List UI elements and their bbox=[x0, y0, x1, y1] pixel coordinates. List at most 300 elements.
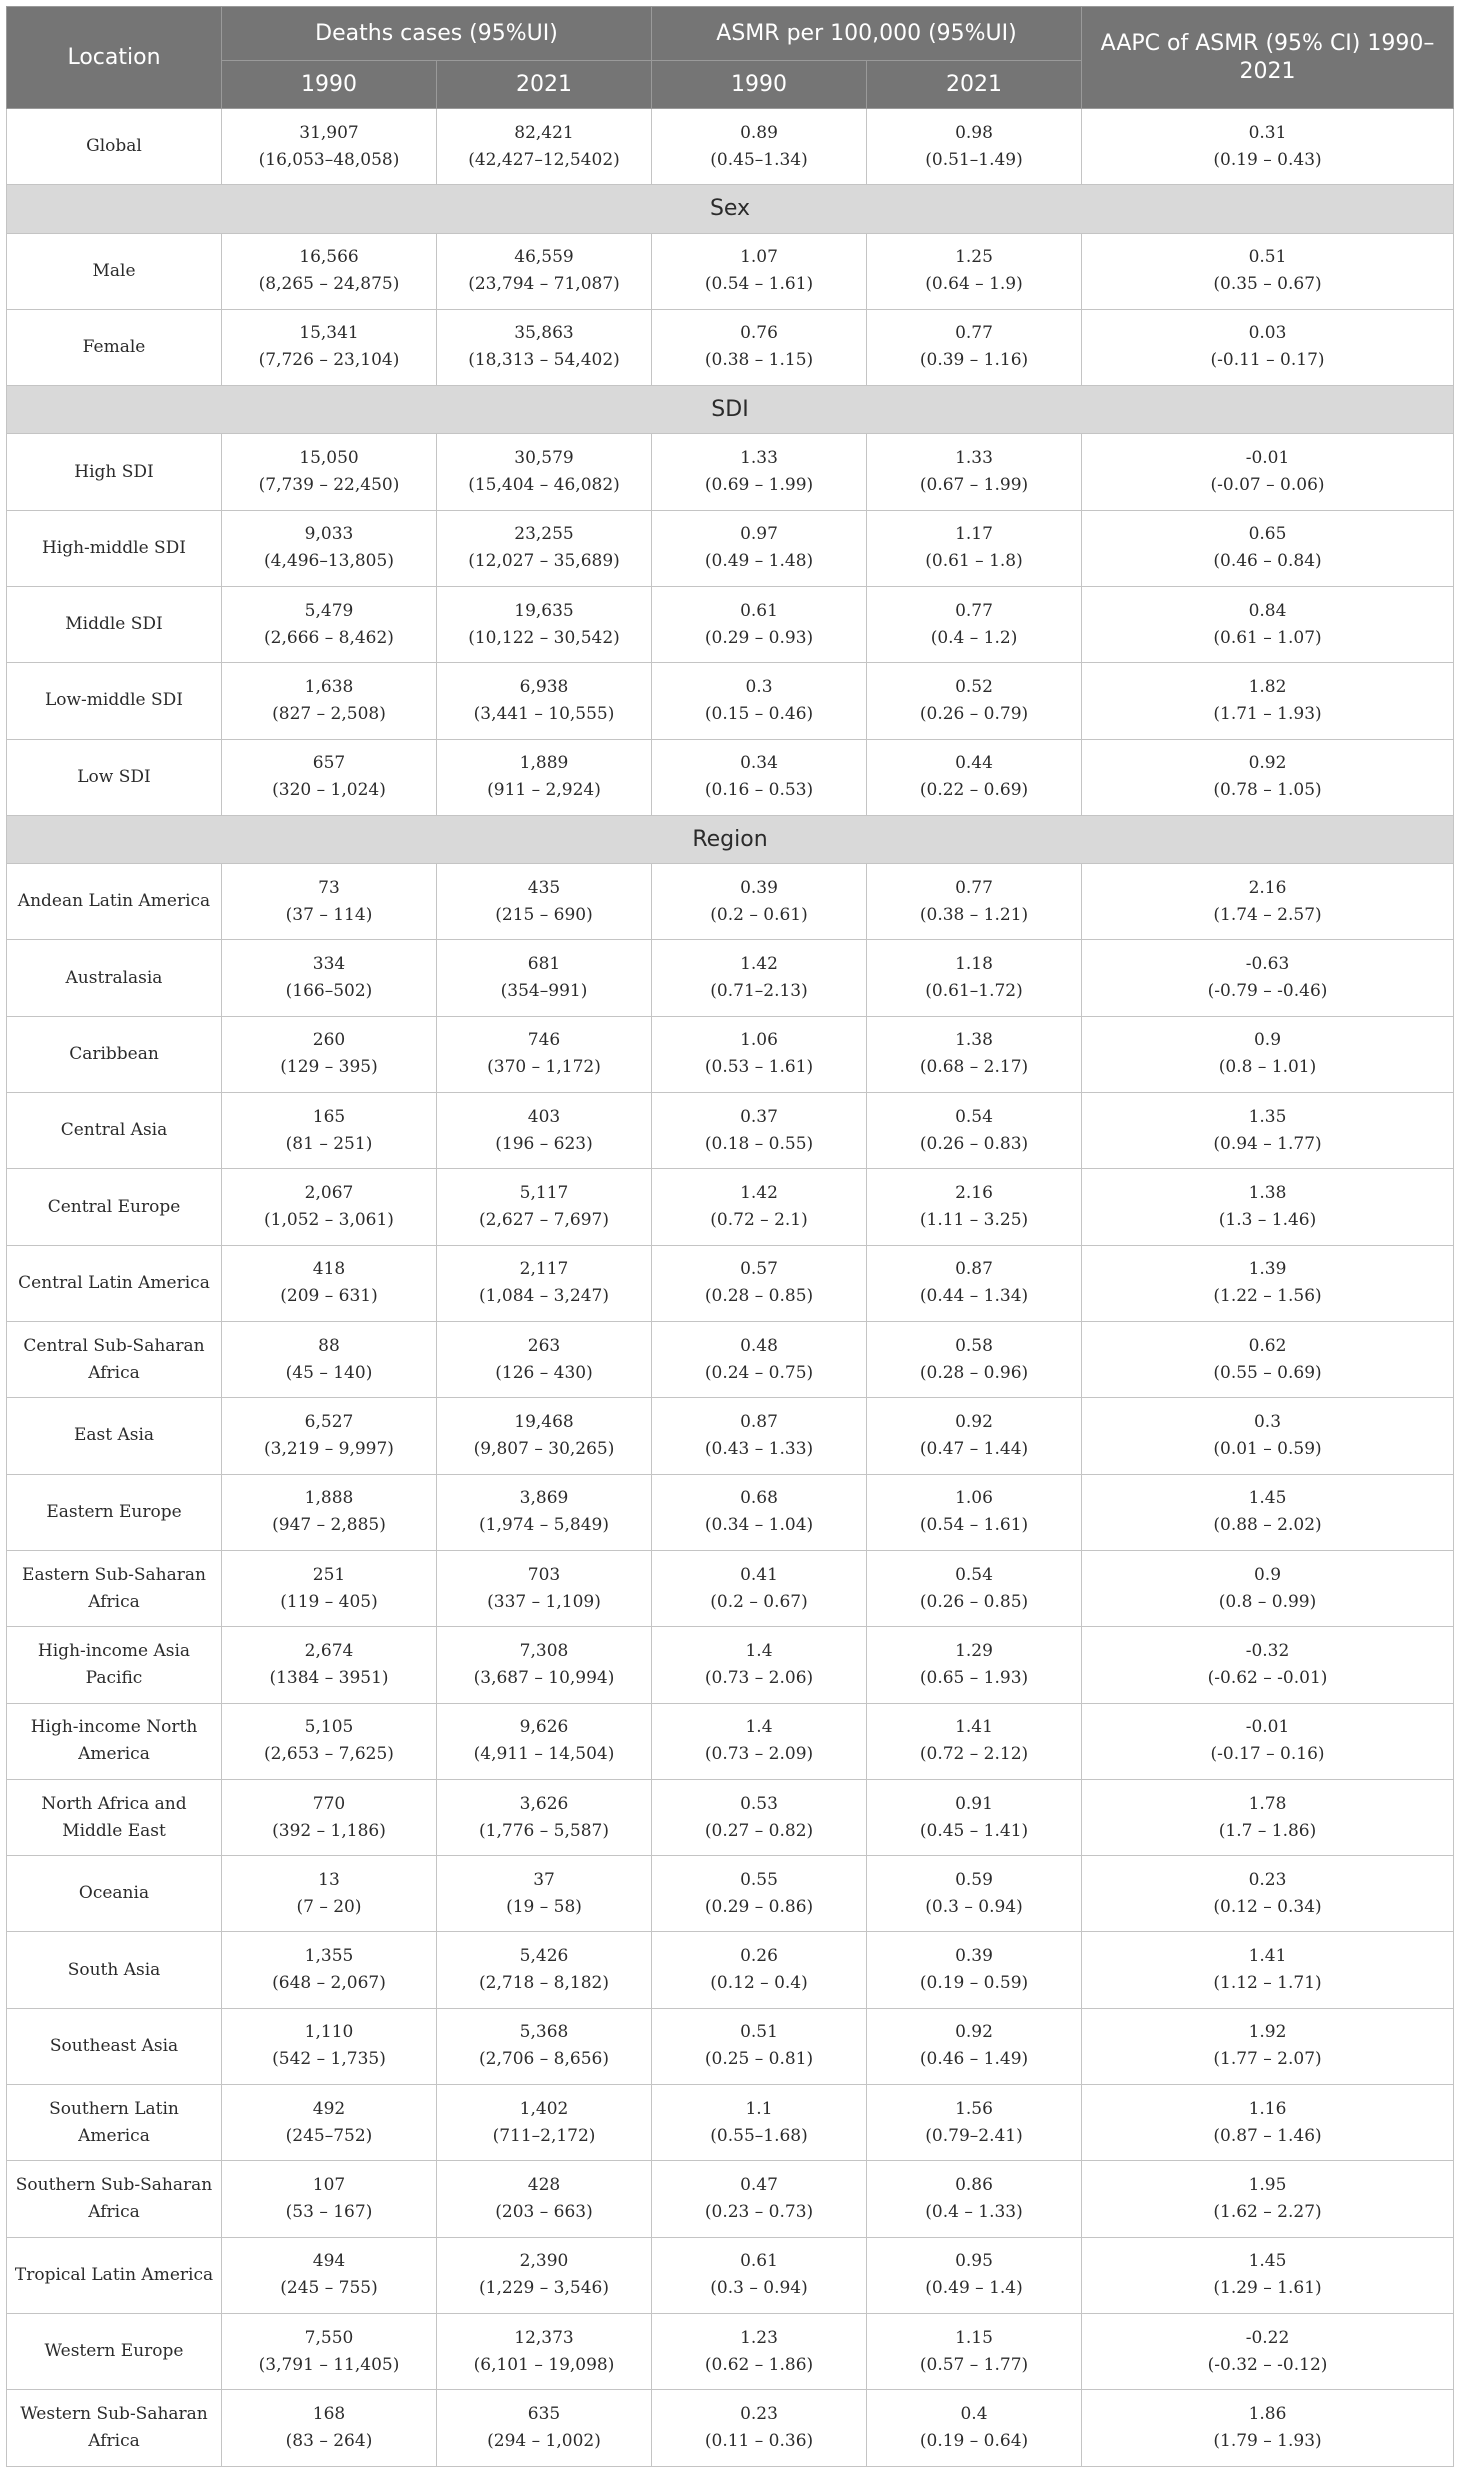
deaths-2021-cell bbox=[437, 1474, 652, 1550]
cell-value: 0.91 bbox=[955, 1793, 993, 1814]
cell-interval: (6,101 – 19,098) bbox=[473, 2354, 615, 2375]
deaths-1990-cell bbox=[222, 309, 437, 385]
cell-value: 1.29 bbox=[955, 1640, 993, 1661]
cell-value: 5,105 bbox=[304, 1717, 354, 1738]
location-cell: Caribbean bbox=[7, 1016, 222, 1092]
deaths-2021-cell bbox=[437, 1779, 652, 1855]
table-row bbox=[7, 1093, 1454, 1169]
cell-interval: (0.55–1.68) bbox=[710, 2125, 808, 2146]
deaths-2021-cell bbox=[437, 1093, 652, 1169]
cell-interval: (0.69 – 1.99) bbox=[704, 475, 814, 495]
cell-interval: (1.79 – 1.93) bbox=[1213, 2431, 1322, 2452]
cell-interval: (0.44 – 1.34) bbox=[919, 1286, 1029, 1307]
cell-value: 168 bbox=[312, 2404, 346, 2425]
cell-interval: (0.71–2.13) bbox=[710, 981, 808, 1002]
cell-interval: (0.27 – 0.82) bbox=[704, 1820, 814, 1841]
table-row bbox=[7, 1016, 1454, 1092]
asmr-1990-cell bbox=[652, 233, 867, 309]
cell-interval: (2,627 – 7,697) bbox=[479, 1210, 609, 1231]
asmr-1990-cell bbox=[652, 1550, 867, 1626]
aapc-cell bbox=[1082, 586, 1454, 662]
cell-value: 73 bbox=[318, 877, 340, 898]
cell-value: 1.1 bbox=[745, 2098, 773, 2119]
cell-value: 770 bbox=[312, 1793, 346, 1814]
cell-value: 1.56 bbox=[955, 2098, 993, 2119]
cell-value: 6,938 bbox=[519, 676, 569, 697]
cell-value: 263 bbox=[527, 1335, 561, 1356]
deaths-1990-cell bbox=[222, 663, 437, 739]
cell-value: 0.53 bbox=[740, 1793, 778, 1814]
location-cell: Southern Latin America bbox=[7, 2085, 222, 2161]
cell-interval: (1,974 – 5,849) bbox=[479, 1515, 609, 1536]
cell-interval: (2,666 – 8,462) bbox=[264, 627, 394, 648]
cell-value: 7,308 bbox=[519, 1640, 569, 1661]
deaths-2021-cell bbox=[437, 1932, 652, 2008]
asmr-2021-cell bbox=[867, 1932, 1082, 2008]
cell-interval: (1.74 – 2.57) bbox=[1213, 904, 1322, 925]
asmr-1990-cell bbox=[652, 309, 867, 385]
cell-value: 1,355 bbox=[304, 1946, 354, 1967]
table-row bbox=[7, 2085, 1454, 2161]
cell-value: 1.45 bbox=[1248, 1488, 1287, 1509]
cell-interval: (0.16 – 0.53) bbox=[704, 780, 814, 801]
deaths-2021-cell bbox=[437, 739, 652, 815]
aapc-cell bbox=[1082, 940, 1454, 1016]
location-cell: Eastern Europe bbox=[7, 1474, 222, 1550]
deaths-2021-cell bbox=[437, 663, 652, 739]
cell-interval: (1.11 – 3.25) bbox=[919, 1210, 1029, 1231]
cell-interval: (10,122 – 30,542) bbox=[468, 627, 620, 648]
cell-interval: (0.26 – 0.83) bbox=[919, 1133, 1029, 1154]
cell-interval: (354–991) bbox=[500, 981, 588, 1002]
asmr-1990-cell bbox=[652, 109, 867, 185]
table-row bbox=[7, 109, 1454, 185]
section-header-row bbox=[7, 386, 1454, 434]
cell-value: 418 bbox=[312, 1259, 346, 1280]
cell-value: -0.63 bbox=[1245, 954, 1290, 975]
cell-value: 0.77 bbox=[955, 323, 993, 344]
cell-value: 46,559 bbox=[514, 247, 574, 268]
deaths-1990-cell bbox=[222, 1169, 437, 1245]
cell-value: -0.01 bbox=[1245, 448, 1290, 468]
cell-value: 1,889 bbox=[519, 753, 569, 774]
asmr-2021-cell bbox=[867, 739, 1082, 815]
asmr-2021-cell bbox=[867, 2085, 1082, 2161]
deaths-2021-cell bbox=[437, 1550, 652, 1626]
cell-value: 492 bbox=[312, 2098, 346, 2119]
deaths-1990-cell bbox=[222, 1703, 437, 1779]
cell-interval: (0.53 – 1.61) bbox=[704, 1057, 814, 1078]
cell-interval: (0.12 – 0.4) bbox=[710, 1973, 808, 1994]
cell-value: 1.18 bbox=[955, 954, 993, 975]
deaths-1990-cell bbox=[222, 1856, 437, 1932]
cell-value: 0.39 bbox=[740, 877, 778, 898]
asmr-1990-cell bbox=[652, 1474, 867, 1550]
cell-interval: (0.3 – 0.94) bbox=[925, 1896, 1023, 1917]
cell-value: 2.16 bbox=[955, 1183, 993, 1204]
asmr-1990-cell bbox=[652, 940, 867, 1016]
table-row bbox=[7, 2390, 1454, 2467]
cell-value: 19,635 bbox=[514, 600, 574, 621]
asmr-2021-cell bbox=[867, 1550, 1082, 1626]
deaths-2021-cell bbox=[437, 1169, 652, 1245]
cell-value: 0.61 bbox=[740, 2251, 778, 2272]
cell-value: 1.38 bbox=[955, 1030, 993, 1051]
deaths-2021-cell bbox=[437, 1016, 652, 1092]
cell-value: 0.57 bbox=[740, 1259, 778, 1280]
deaths-2021-cell bbox=[437, 2008, 652, 2084]
table-row bbox=[7, 2237, 1454, 2313]
aapc-cell bbox=[1082, 1245, 1454, 1321]
cell-interval: (42,427–12,5402) bbox=[468, 149, 620, 170]
aapc-cell bbox=[1082, 1779, 1454, 1855]
cell-interval: (0.23 – 0.73) bbox=[704, 2202, 814, 2223]
table-row bbox=[7, 1550, 1454, 1626]
deaths-2021-cell bbox=[437, 2314, 652, 2390]
cell-interval: (0.22 – 0.69) bbox=[919, 780, 1029, 801]
deaths-1990-header: 1990 bbox=[222, 61, 437, 109]
cell-interval: (0.46 – 0.84) bbox=[1213, 551, 1322, 572]
cell-interval: (37 – 114) bbox=[285, 904, 373, 925]
table-row bbox=[7, 1474, 1454, 1550]
cell-interval: (0.61 – 1.8) bbox=[925, 551, 1023, 572]
cell-value: 19,468 bbox=[514, 1411, 574, 1432]
cell-interval: (166–502) bbox=[285, 981, 373, 1002]
deaths-2021-cell bbox=[437, 940, 652, 1016]
cell-value: 1.92 bbox=[1248, 2022, 1287, 2043]
cell-value: 0.92 bbox=[1248, 753, 1287, 774]
cell-interval: (0.61 – 1.07) bbox=[1213, 627, 1322, 648]
cell-value: 82,421 bbox=[514, 122, 574, 143]
cell-value: 2,390 bbox=[519, 2251, 569, 2272]
cell-value: 1.41 bbox=[955, 1717, 993, 1738]
cell-value: 0.61 bbox=[740, 600, 778, 621]
cell-interval: (0.39 – 1.16) bbox=[919, 350, 1029, 371]
cell-interval: (4,911 – 14,504) bbox=[473, 1744, 615, 1765]
table-row bbox=[7, 233, 1454, 309]
cell-value: 0.77 bbox=[955, 877, 993, 898]
cell-interval: (2,718 – 8,182) bbox=[479, 1973, 609, 1994]
cell-interval: (0.28 – 0.96) bbox=[919, 1362, 1029, 1383]
table-row bbox=[7, 2008, 1454, 2084]
aapc-cell bbox=[1082, 864, 1454, 940]
cell-interval: (0.19 – 0.64) bbox=[919, 2431, 1029, 2452]
cell-value: 1.42 bbox=[740, 954, 778, 975]
asmr-1990-cell bbox=[652, 1627, 867, 1703]
deaths-1990-cell bbox=[222, 510, 437, 586]
cell-interval: (827 – 2,508) bbox=[272, 703, 386, 724]
cell-interval: (-0.17 – 0.16) bbox=[1210, 1744, 1325, 1765]
cell-value: 165 bbox=[312, 1106, 346, 1127]
cell-interval: (3,219 – 9,997) bbox=[264, 1438, 394, 1459]
cell-interval: (648 – 2,067) bbox=[272, 1973, 386, 1994]
cell-value: 0.51 bbox=[1248, 247, 1287, 268]
location-cell: Central Asia bbox=[7, 1093, 222, 1169]
location-cell: East Asia bbox=[7, 1398, 222, 1474]
cell-value: 0.47 bbox=[740, 2175, 778, 2196]
asmr-2021-cell bbox=[867, 2008, 1082, 2084]
location-cell: High-middle SDI bbox=[7, 510, 222, 586]
cell-value: 0.89 bbox=[740, 122, 778, 143]
cell-value: 657 bbox=[312, 753, 346, 774]
cell-interval: (1.3 – 1.46) bbox=[1218, 1210, 1317, 1231]
cell-value: 35,863 bbox=[514, 323, 574, 344]
cell-value: 0.23 bbox=[1248, 1869, 1287, 1890]
cell-interval: (337 – 1,109) bbox=[487, 1591, 601, 1612]
cell-value: 0.84 bbox=[1248, 600, 1287, 621]
aapc-header: AAPC of ASMR (95% CI) 1990–2021 bbox=[1082, 7, 1454, 109]
cell-interval: (1.62 – 2.27) bbox=[1213, 2202, 1322, 2223]
deaths-1990-cell bbox=[222, 739, 437, 815]
cell-interval: (0.11 – 0.36) bbox=[704, 2431, 814, 2452]
cell-value: 0.54 bbox=[955, 1106, 993, 1127]
location-cell: Central Sub-Saharan Africa bbox=[7, 1321, 222, 1397]
cell-interval: (0.55 – 0.69) bbox=[1213, 1362, 1322, 1383]
location-cell: High-income Asia Pacific bbox=[7, 1627, 222, 1703]
cell-value: 334 bbox=[312, 954, 346, 975]
cell-interval: (53 – 167) bbox=[285, 2202, 373, 2223]
cell-value: 1.4 bbox=[745, 1640, 773, 1661]
asmr-2021-cell bbox=[867, 1474, 1082, 1550]
deaths-1990-cell bbox=[222, 434, 437, 510]
asmr-1990-cell bbox=[652, 2237, 867, 2313]
cell-value: 31,907 bbox=[299, 122, 359, 143]
asmr-1990-cell bbox=[652, 1856, 867, 1932]
asmr-2021-cell bbox=[867, 864, 1082, 940]
asmr-2021-cell bbox=[867, 1321, 1082, 1397]
aapc-cell bbox=[1082, 434, 1454, 510]
location-cell: Central Latin America bbox=[7, 1245, 222, 1321]
cell-interval: (1.71 – 1.93) bbox=[1213, 703, 1322, 724]
cell-value: 0.65 bbox=[1248, 524, 1287, 545]
cell-interval: (0.88 – 2.02) bbox=[1213, 1515, 1322, 1536]
cell-interval: (23,794 – 71,087) bbox=[468, 274, 620, 295]
asmr-1990-cell bbox=[652, 1932, 867, 2008]
asmr-2021-cell bbox=[867, 1169, 1082, 1245]
section-header-row bbox=[7, 185, 1454, 233]
cell-value: 0.39 bbox=[955, 1946, 993, 1967]
deaths-1990-cell bbox=[222, 2390, 437, 2467]
deaths-header: Deaths cases (95%UI) bbox=[222, 7, 652, 61]
cell-value: 3,869 bbox=[519, 1488, 569, 1509]
location-cell: Middle SDI bbox=[7, 586, 222, 662]
cell-value: 0.41 bbox=[740, 1564, 778, 1585]
asmr-header: ASMR per 100,000 (95%UI) bbox=[652, 7, 1082, 61]
asmr-1990-header: 1990 bbox=[652, 61, 867, 109]
deaths-1990-cell bbox=[222, 1932, 437, 2008]
deaths-1990-cell bbox=[222, 2237, 437, 2313]
cell-value: 1,888 bbox=[304, 1488, 354, 1509]
asmr-2021-cell bbox=[867, 2314, 1082, 2390]
cell-value: 1.33 bbox=[740, 448, 778, 468]
aapc-cell bbox=[1082, 309, 1454, 385]
aapc-cell bbox=[1082, 1016, 1454, 1092]
location-cell: Central Europe bbox=[7, 1169, 222, 1245]
aapc-cell bbox=[1082, 2161, 1454, 2237]
aapc-cell bbox=[1082, 1169, 1454, 1245]
cell-value: 1,638 bbox=[304, 676, 354, 697]
cell-interval: (711–2,172) bbox=[492, 2125, 596, 2146]
deaths-2021-cell bbox=[437, 1627, 652, 1703]
cell-interval: (18,313 – 54,402) bbox=[468, 350, 620, 371]
deaths-1990-cell bbox=[222, 864, 437, 940]
cell-value: 1.07 bbox=[740, 247, 778, 268]
deaths-2021-header: 2021 bbox=[437, 61, 652, 109]
cell-interval: (7,726 – 23,104) bbox=[258, 350, 400, 371]
aapc-cell bbox=[1082, 2390, 1454, 2467]
deaths-2021-cell bbox=[437, 233, 652, 309]
cell-value: 23,255 bbox=[514, 524, 574, 545]
deaths-1990-cell bbox=[222, 1550, 437, 1626]
cell-value: 0.52 bbox=[955, 676, 993, 697]
cell-interval: (0.26 – 0.85) bbox=[919, 1591, 1029, 1612]
cell-interval: (12,027 – 35,689) bbox=[468, 551, 620, 572]
asmr-1990-cell bbox=[652, 510, 867, 586]
deaths-1990-cell bbox=[222, 1245, 437, 1321]
cell-value: 435 bbox=[527, 877, 561, 898]
cell-interval: (245–752) bbox=[285, 2125, 373, 2146]
asmr-1990-cell bbox=[652, 434, 867, 510]
cell-value: 0.44 bbox=[955, 753, 993, 774]
cell-interval: (0.54 – 1.61) bbox=[704, 274, 814, 295]
aapc-cell bbox=[1082, 1398, 1454, 1474]
cell-value: 0.37 bbox=[740, 1106, 778, 1127]
cell-interval: (0.73 – 2.06) bbox=[704, 1667, 814, 1688]
aapc-cell bbox=[1082, 1321, 1454, 1397]
cell-interval: (129 – 395) bbox=[280, 1057, 378, 1078]
asmr-1990-cell bbox=[652, 2390, 867, 2467]
cell-value: 1.78 bbox=[1248, 1793, 1287, 1814]
cell-interval: (8,265 – 24,875) bbox=[258, 274, 400, 295]
cell-value: 1.41 bbox=[1248, 1946, 1287, 1967]
cell-interval: (370 – 1,172) bbox=[487, 1057, 601, 1078]
cell-value: 0.3 bbox=[1253, 1411, 1282, 1432]
table-row bbox=[7, 940, 1454, 1016]
cell-interval: (3,791 – 11,405) bbox=[258, 2354, 400, 2375]
cell-value: 2.16 bbox=[1248, 877, 1287, 898]
cell-value: 30,579 bbox=[514, 448, 574, 468]
deaths-2021-cell bbox=[437, 1856, 652, 1932]
cell-interval: (-0.11 – 0.17) bbox=[1210, 350, 1325, 371]
asmr-2021-cell bbox=[867, 2390, 1082, 2467]
asmr-2021-cell bbox=[867, 586, 1082, 662]
location-cell: Australasia bbox=[7, 940, 222, 1016]
aapc-cell bbox=[1082, 1856, 1454, 1932]
cell-value: 251 bbox=[312, 1564, 346, 1585]
cell-interval: (1.29 – 1.61) bbox=[1213, 2278, 1322, 2299]
aapc-cell bbox=[1082, 663, 1454, 739]
deaths-1990-cell bbox=[222, 586, 437, 662]
cell-value: -0.01 bbox=[1245, 1717, 1290, 1738]
deaths-2021-cell bbox=[437, 2390, 652, 2467]
location-cell: Western Sub-Saharan Africa bbox=[7, 2390, 222, 2467]
aapc-cell bbox=[1082, 2314, 1454, 2390]
cell-interval: (0.57 – 1.77) bbox=[919, 2354, 1029, 2375]
cell-interval: (-0.62 – -0.01) bbox=[1207, 1667, 1328, 1688]
location-cell: Female bbox=[7, 309, 222, 385]
cell-interval: (0.29 – 0.86) bbox=[704, 1896, 814, 1917]
asmr-2021-cell bbox=[867, 1245, 1082, 1321]
asmr-1990-cell bbox=[652, 1016, 867, 1092]
cell-interval: (0.8 – 0.99) bbox=[1218, 1591, 1317, 1612]
cell-value: 7,550 bbox=[304, 2327, 354, 2348]
table-row bbox=[7, 1856, 1454, 1932]
table-row bbox=[7, 510, 1454, 586]
location-cell: Low SDI bbox=[7, 739, 222, 815]
deaths-2021-cell bbox=[437, 109, 652, 185]
cell-interval: (2,706 – 8,656) bbox=[479, 2049, 609, 2070]
cell-value: 635 bbox=[527, 2404, 561, 2425]
cell-interval: (0.19 – 0.43) bbox=[1213, 149, 1322, 170]
aapc-cell bbox=[1082, 233, 1454, 309]
cell-interval: (0.46 – 1.49) bbox=[919, 2049, 1029, 2070]
cell-value: -0.22 bbox=[1245, 2327, 1290, 2348]
deaths-2021-cell bbox=[437, 2085, 652, 2161]
deaths-2021-cell bbox=[437, 1703, 652, 1779]
asmr-2021-cell bbox=[867, 1703, 1082, 1779]
deaths-2021-cell bbox=[437, 1398, 652, 1474]
cell-value: 0.54 bbox=[955, 1564, 993, 1585]
cell-interval: (0.47 – 1.44) bbox=[919, 1438, 1029, 1459]
asmr-2021-cell bbox=[867, 663, 1082, 739]
cell-interval: (0.45–1.34) bbox=[710, 149, 808, 170]
table-row bbox=[7, 1398, 1454, 1474]
location-cell: Southeast Asia bbox=[7, 2008, 222, 2084]
deaths-1990-cell bbox=[222, 1779, 437, 1855]
cell-value: 1.17 bbox=[955, 524, 993, 545]
cell-interval: (1,776 – 5,587) bbox=[479, 1820, 609, 1841]
cell-interval: (0.67 – 1.99) bbox=[919, 475, 1029, 495]
table-row bbox=[7, 739, 1454, 815]
asmr-2021-cell bbox=[867, 1856, 1082, 1932]
cell-value: 2,117 bbox=[519, 1259, 569, 1280]
table-row bbox=[7, 864, 1454, 940]
cell-interval: (0.79–2.41) bbox=[925, 2125, 1023, 2146]
cell-value: 1.4 bbox=[745, 1717, 773, 1738]
asmr-2021-cell bbox=[867, 940, 1082, 1016]
cell-value: 746 bbox=[527, 1030, 561, 1051]
deaths-2021-cell bbox=[437, 2237, 652, 2313]
asmr-2021-cell bbox=[867, 1779, 1082, 1855]
cell-interval: (0.38 – 1.15) bbox=[704, 350, 814, 371]
aapc-cell bbox=[1082, 109, 1454, 185]
location-cell: Low-middle SDI bbox=[7, 663, 222, 739]
cell-interval: (196 – 623) bbox=[495, 1133, 593, 1154]
aapc-cell bbox=[1082, 1093, 1454, 1169]
cell-value: 16,566 bbox=[299, 247, 359, 268]
deaths-1990-cell bbox=[222, 1093, 437, 1169]
asmr-1990-cell bbox=[652, 2085, 867, 2161]
location-cell: Andean Latin America bbox=[7, 864, 222, 940]
cell-value: 1.95 bbox=[1248, 2175, 1287, 2196]
asmr-1990-cell bbox=[652, 1093, 867, 1169]
cell-interval: (320 – 1,024) bbox=[272, 780, 386, 801]
cell-interval: (294 – 1,002) bbox=[487, 2431, 601, 2452]
asmr-2021-cell bbox=[867, 434, 1082, 510]
cell-interval: (1.7 – 1.86) bbox=[1218, 1820, 1317, 1841]
cell-interval: (215 – 690) bbox=[495, 904, 593, 925]
asmr-1990-cell bbox=[652, 1703, 867, 1779]
cell-value: 1.16 bbox=[1248, 2098, 1287, 2119]
aapc-cell bbox=[1082, 2008, 1454, 2084]
cell-value: 37 bbox=[533, 1869, 555, 1890]
cell-value: 1.38 bbox=[1248, 1183, 1287, 1204]
deaths-1990-cell bbox=[222, 2085, 437, 2161]
cell-value: 494 bbox=[312, 2251, 346, 2272]
asmr-1990-cell bbox=[652, 739, 867, 815]
cell-interval: (0.4 – 1.33) bbox=[925, 2202, 1023, 2223]
cell-interval: (0.2 – 0.67) bbox=[710, 1591, 808, 1612]
